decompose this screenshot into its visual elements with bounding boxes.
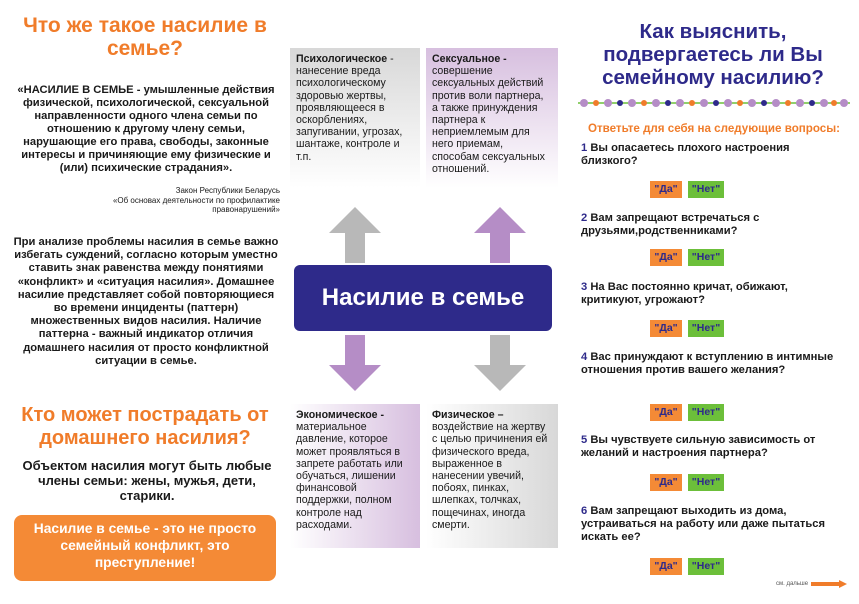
title-who-can-suffer: Кто может пострадать от домашнего насилия? — [21, 404, 269, 449]
psychological-text: - нанесение вреда психологическому здоровью жертвы, проявляющееся в оскорблениях, запугивании, угрозах, шантаже, контроле и т.п. — [296, 53, 403, 163]
physical-head: Физическое – — [432, 409, 504, 421]
question-text: Вы опасаетесь плохого настроения близкого? — [581, 142, 790, 167]
answer-pair-6 — [650, 558, 724, 575]
answer-pair-1 — [650, 181, 724, 198]
psychological-box — [290, 48, 420, 188]
question-3 — [581, 281, 849, 307]
question-text: На Вас постоянно кричат, обижают, критикуют, угрожают? — [581, 281, 788, 306]
question-text: Вам запрещают выходить из дома, устраиваться на работу или даже пытаться искать ее? — [581, 505, 825, 543]
see-more-label: см. дальше — [776, 581, 809, 587]
question-number: 5 — [581, 434, 588, 446]
analysis-text: При анализе проблемы насилия в семье важно избегать суждений, согласно которым уместно ставить знак равенства между понятиями «конфликт» и «ситуация насилия». Домашнее насилие представляет собой повторяющиеся во времени инциденты (паттерн) множественных видов насилия. Наличие паттерна - важный индикатор отличия домашнего насилия от просто конфликтной ситуации в семье. — [13, 236, 279, 367]
definition-text: «НАСИЛИЕ В СЕМЬЕ - умышленные действия физической, психологической, сексуальной направленности одного члена семьи по отношению к другому члену семьи, нарушающие его права, свободы, законные интересы и причиняющие ему физические и (или) психические страдания». — [17, 84, 275, 174]
see-more — [776, 580, 847, 588]
question-number: 2 — [581, 212, 588, 224]
answer-pair-3 — [650, 320, 724, 337]
question-text: Вы чувствуете сильную зависимость от желаний и настроения партнера? — [581, 434, 816, 459]
question-number: 1 — [581, 142, 588, 154]
no-label: "Нет" — [688, 474, 724, 491]
question-1 — [581, 142, 849, 168]
sexual-box — [426, 48, 558, 188]
question-2 — [581, 212, 849, 238]
no-label: "Нет" — [688, 181, 724, 198]
sexual-text: совершение сексуальных действий против воли партнера, а также принуждения партнера к неприемлемым для него приемам, способам сексуальных отношений. — [432, 65, 545, 175]
answer-pair-5 — [650, 474, 724, 491]
arrow-up-lilac-icon — [470, 205, 530, 265]
question-6 — [581, 505, 849, 544]
economic-box — [290, 404, 420, 548]
law-citation — [100, 186, 280, 215]
sexual-head: Сексуальное - — [432, 53, 507, 65]
physical-text: воздействие на жертву с целью причинения ей физического вреда, выраженное в нанесении увечий, побоях, пинках, шлепках, толчках, пощечинах, иногда смерти. — [432, 421, 548, 531]
yes-label: "Да" — [650, 249, 682, 266]
no-label: "Нет" — [688, 404, 724, 421]
no-label: "Нет" — [688, 558, 724, 575]
yes-label: "Да" — [650, 474, 682, 491]
yes-label: "Да" — [650, 320, 682, 337]
flower-border-icon — [578, 96, 850, 110]
question-number: 4 — [581, 351, 588, 363]
question-text: Вас принуждают к вступлению в интимные отношения против вашего желания? — [581, 351, 834, 376]
economic-head: Экономическое - — [296, 409, 385, 421]
yes-label: "Да" — [650, 404, 682, 421]
economic-text: материальное давление, которое может проявляться в запрете работать или обучаться, лишении финансовой поддержки, полном контроле над расходами. — [296, 421, 403, 531]
no-label: "Нет" — [688, 249, 724, 266]
answer-prompt: Ответьте для себя на следующие вопросы: — [587, 122, 841, 135]
law-line-1: Закон Республики Беларусь — [175, 186, 280, 195]
yes-label: "Да" — [650, 181, 682, 198]
question-5 — [581, 434, 849, 460]
arrow-down-grey-icon — [470, 333, 530, 393]
question-number: 6 — [581, 505, 588, 517]
question-text: Вам запрещают встречаться с друзьями,родственниками? — [581, 212, 760, 237]
crime-banner: Насилие в семье - это не просто семейный конфликт, это преступление! — [14, 515, 276, 581]
no-label: "Нет" — [688, 320, 724, 337]
victims-text: Объектом насилия могут быть любые члены семьи: жены, мужья, дети, старики. — [22, 458, 272, 503]
answer-pair-2 — [650, 249, 724, 266]
physical-box — [426, 404, 558, 548]
psychological-head: Психологическое — [296, 53, 388, 65]
question-number: 3 — [581, 281, 588, 293]
title-what-is-violence: Что же такое насилие в семье? — [23, 14, 267, 60]
arrow-up-grey-icon — [325, 205, 385, 265]
center-title: Насилие в семье — [294, 265, 552, 331]
right-title: Как выяснить, подвергаетесь ли Вы семейному насилию? — [602, 20, 824, 89]
answer-pair-4 — [650, 404, 724, 421]
law-line-2: «Об основах деятельности по профилактике правонарушений» — [112, 195, 280, 214]
yes-label: "Да" — [650, 558, 682, 575]
arrow-right-icon — [811, 580, 847, 588]
question-4 — [581, 351, 849, 377]
arrow-down-lilac-icon — [325, 333, 385, 393]
